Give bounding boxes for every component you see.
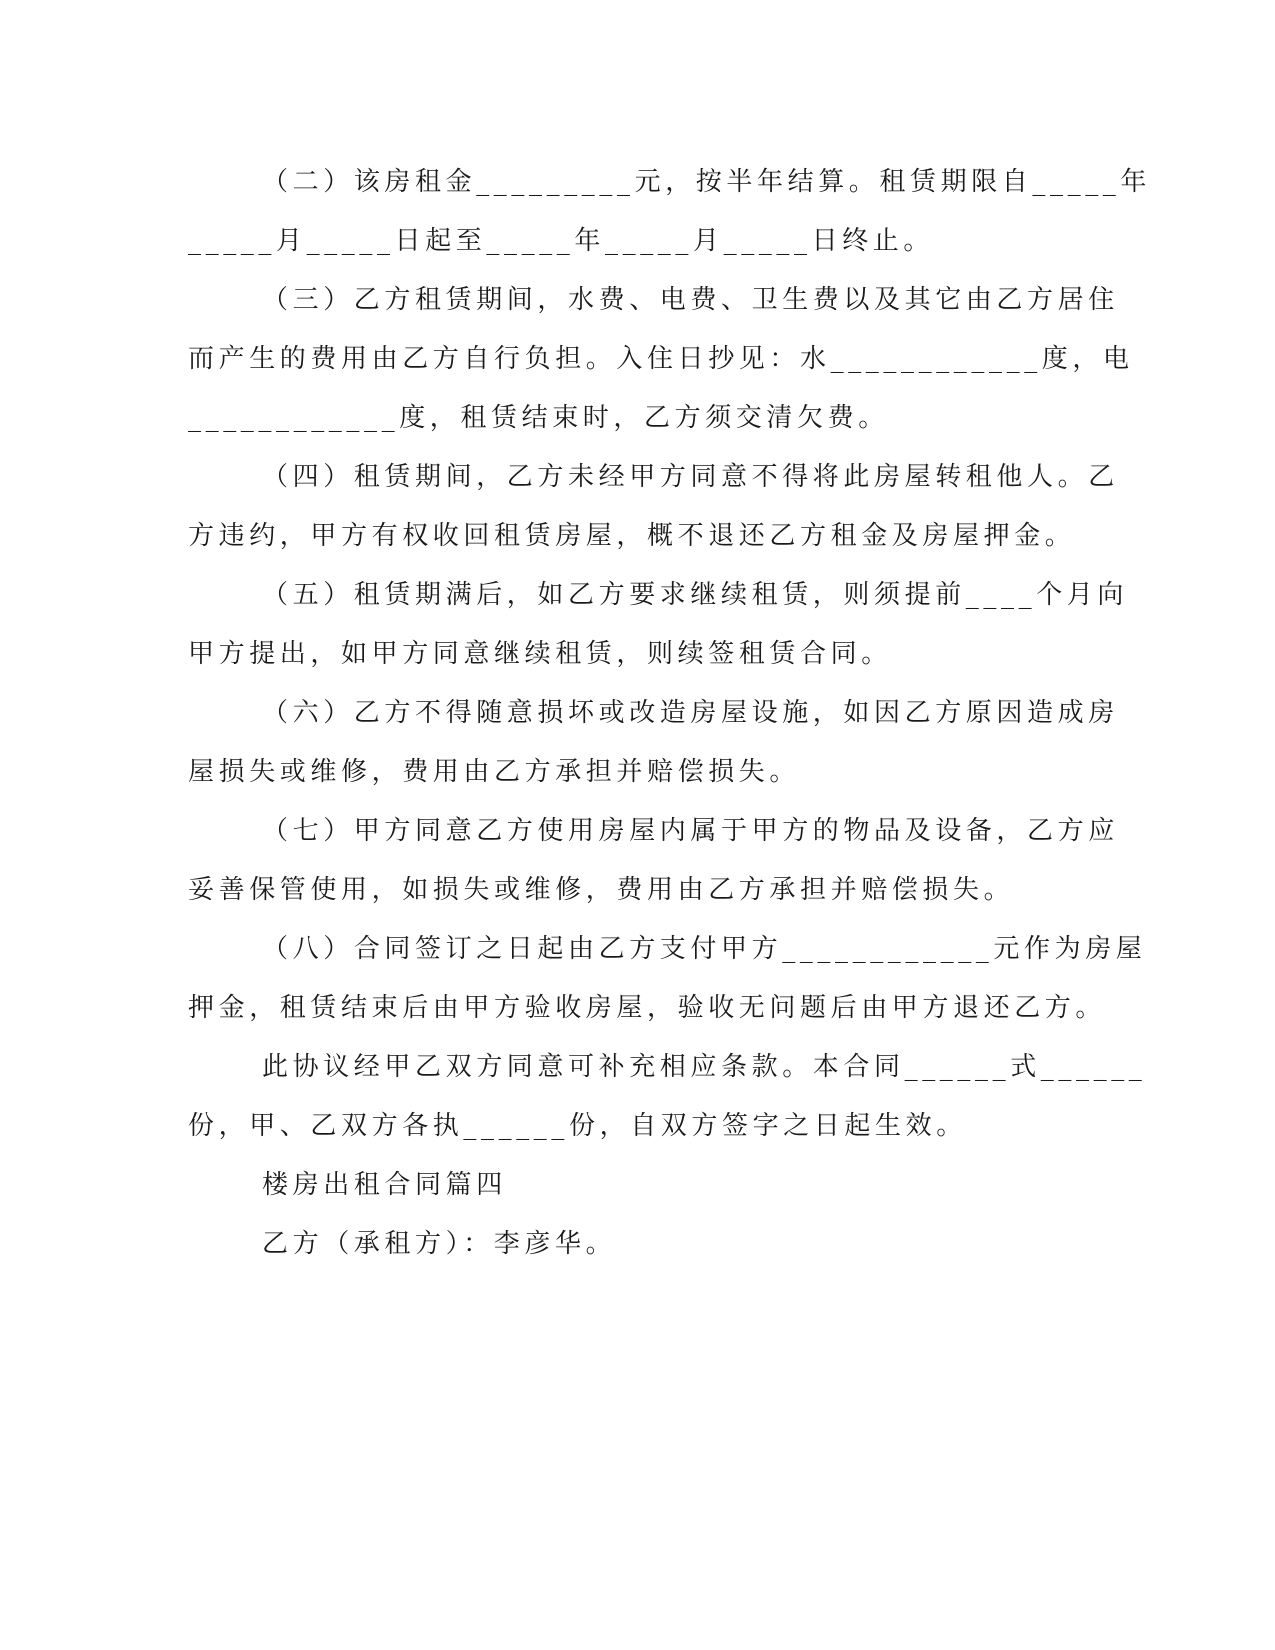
- clause-2-line-1: （二）该房租金_________元，按半年结算。租赁期限自_____年: [262, 167, 1152, 197]
- clause-6-line-2: 屋损失或维修，费用由乙方承担并赔偿损失。: [188, 757, 801, 787]
- agreement-line-1: 此协议经甲乙双方同意可补充相应条款。本合同______式______: [262, 1052, 1147, 1082]
- clause-3-line-3: ____________度，租赁结束时，乙方须交清欠费。: [188, 403, 889, 433]
- clause-5-line-2: 甲方提出，如甲方同意继续租赁，则续签租赁合同。: [188, 639, 892, 669]
- clause-8-line-2: 押金，租赁结束后由甲方验收房屋，验收无问题后由甲方退还乙方。: [188, 993, 1107, 1023]
- clause-6-line-1: （六）乙方不得随意损坏或改造房屋设施，如因乙方原因造成房: [262, 698, 1119, 728]
- clause-4-line-2: 方违约，甲方有权收回租赁房屋，概不退还乙方租金及房屋押金。: [188, 521, 1076, 551]
- clause-8-line-1: （八）合同签订之日起由乙方支付甲方____________元作为房屋: [262, 934, 1147, 964]
- clause-7-line-2: 妥善保管使用，如损失或维修，费用由乙方承担并赔偿损失。: [188, 875, 1015, 905]
- clause-2-line-2: _____月_____日起至_____年_____月_____日终止。: [188, 226, 934, 256]
- clause-7-line-1: （七）甲方同意乙方使用房屋内属于甲方的物品及设备，乙方应: [262, 816, 1119, 846]
- clause-3-line-1: （三）乙方租赁期间，水费、电费、卫生费以及其它由乙方居住: [262, 285, 1119, 315]
- section-heading: 楼房出租合同篇四: [262, 1170, 507, 1200]
- agreement-line-2: 份，甲、乙双方各执______份，自双方签字之日起生效。: [188, 1111, 967, 1141]
- clause-4-line-1: （四）租赁期间，乙方未经甲方同意不得将此房屋转租他人。乙: [262, 462, 1119, 492]
- party-b-line: 乙方（承租方）：李彦华。: [262, 1229, 617, 1259]
- clause-5-line-1: （五）租赁期满后，如乙方要求继续租赁，则须提前____个月向: [262, 580, 1129, 610]
- clause-3-line-2: 而产生的费用由乙方自行负担。入住日抄见：水____________度，电: [188, 344, 1134, 374]
